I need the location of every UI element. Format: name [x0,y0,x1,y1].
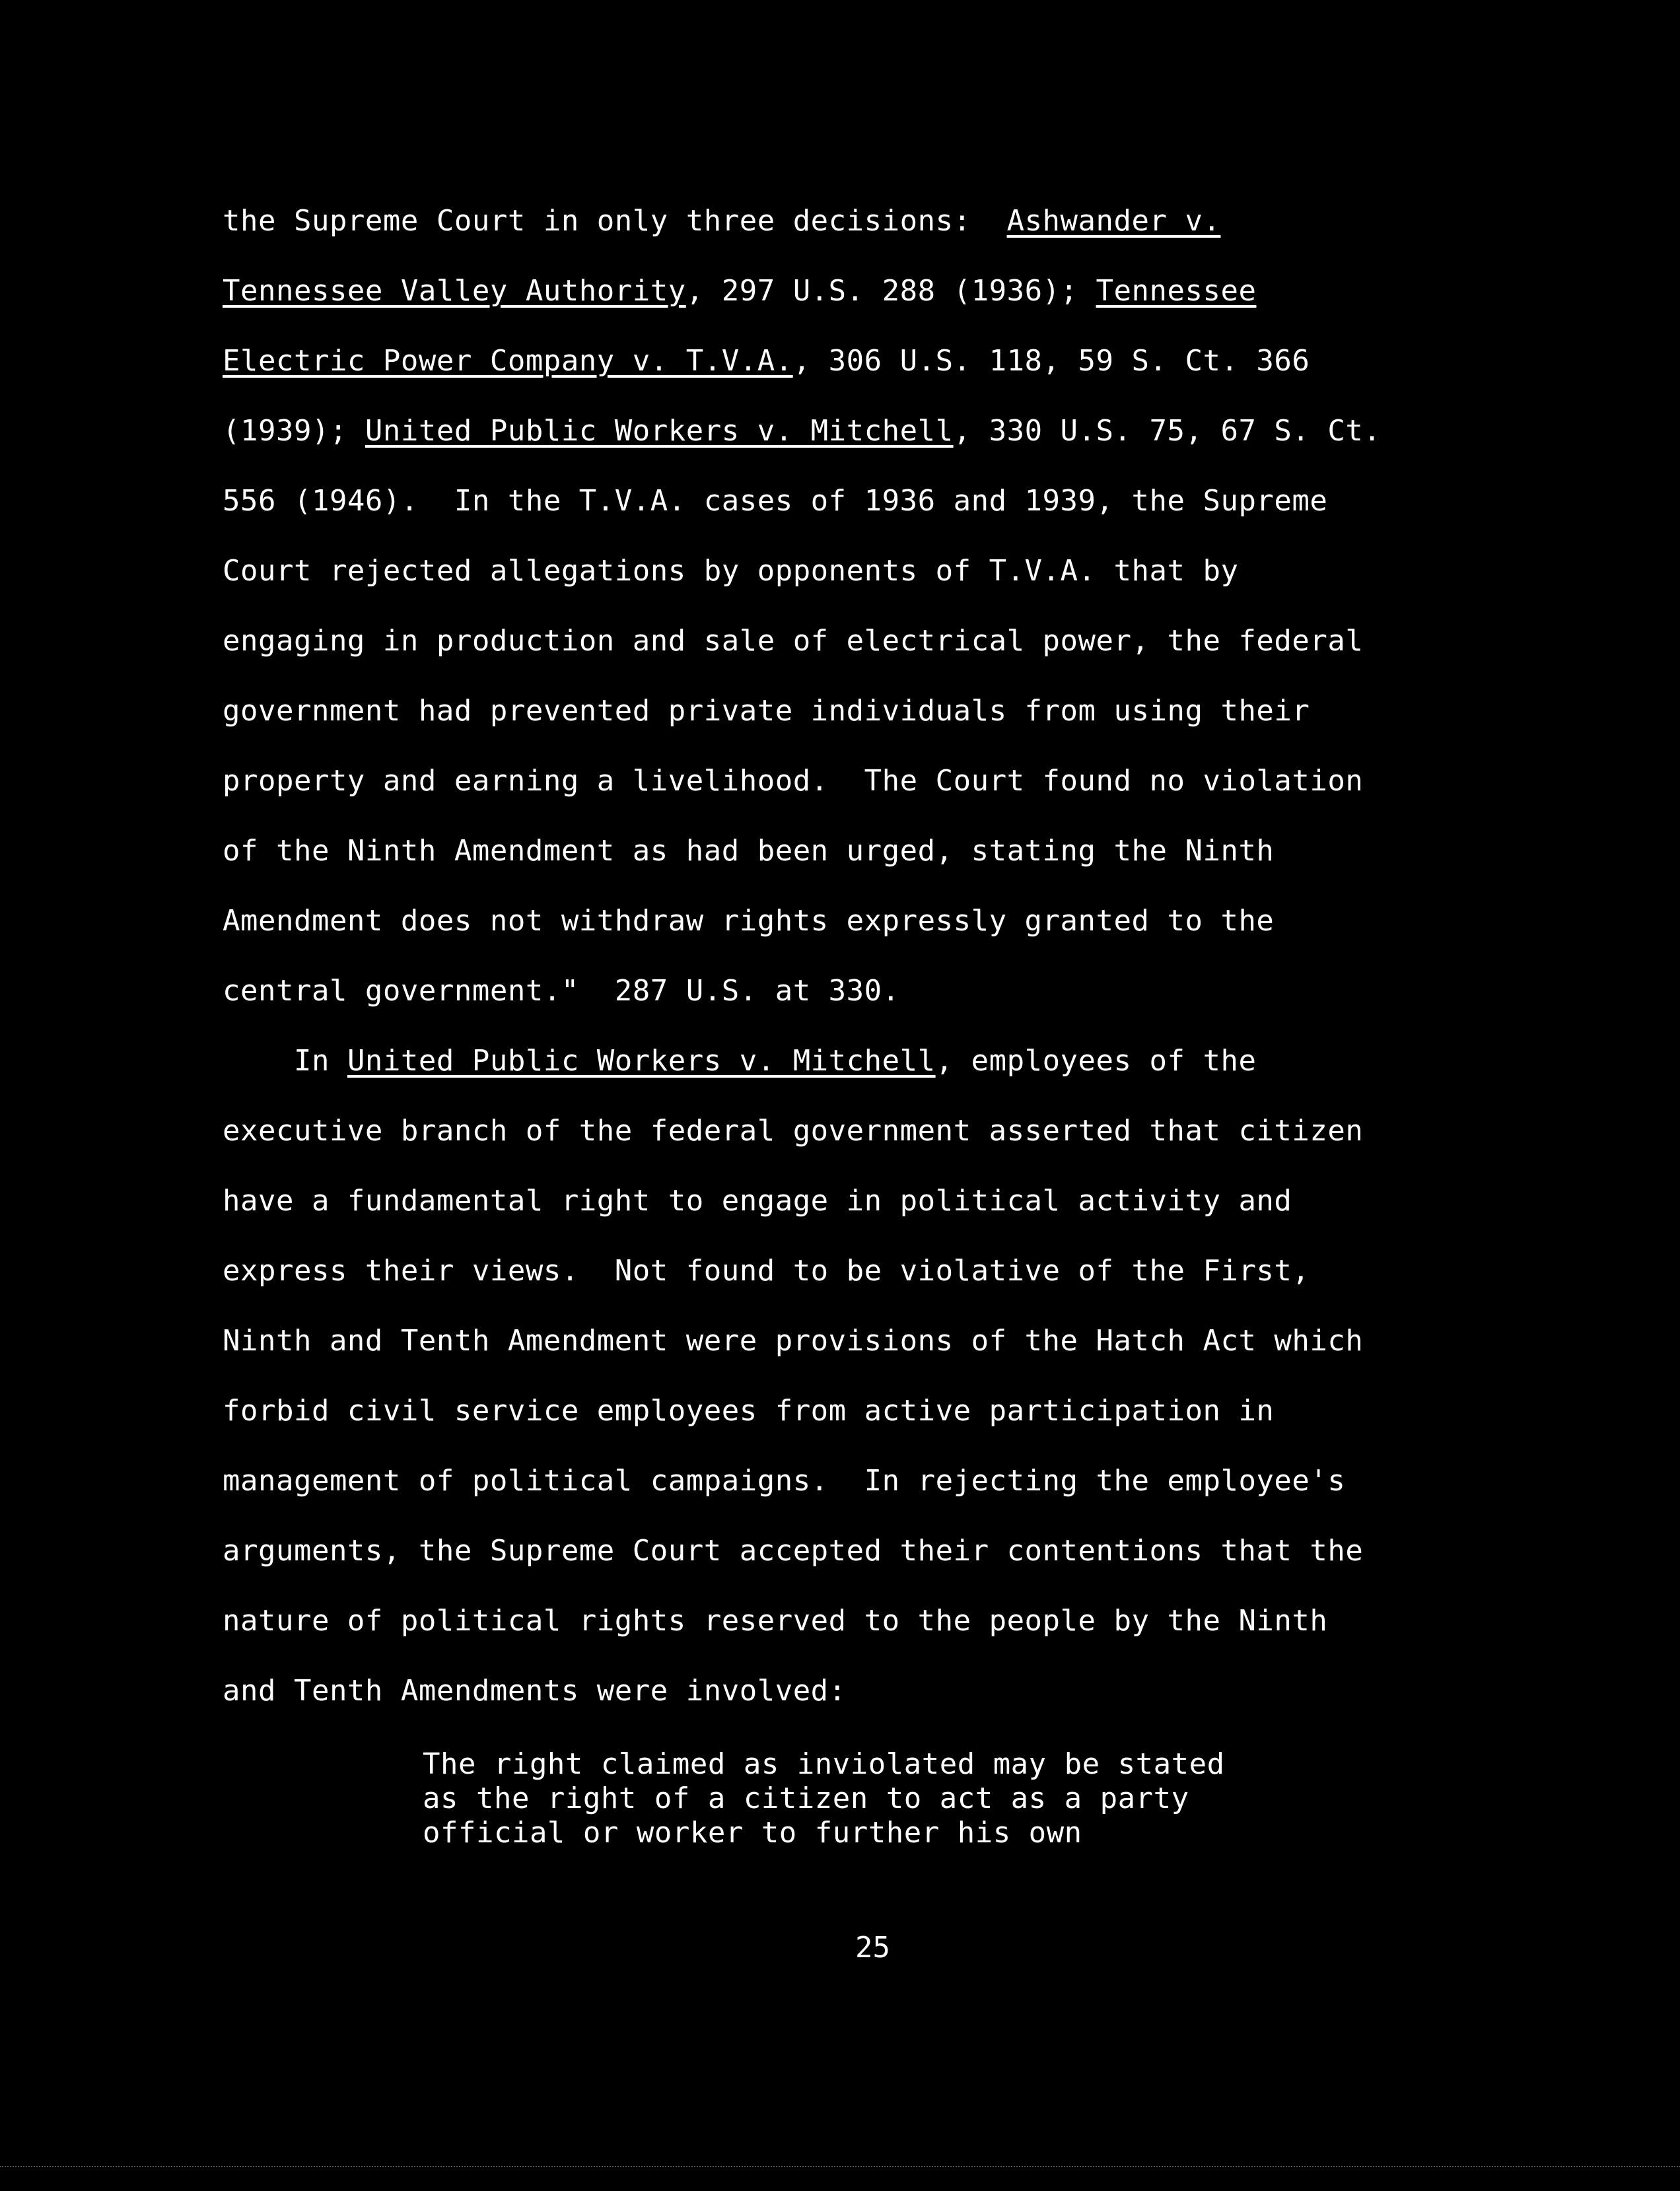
case-citation-mitchell: United Public Workers v. Mitchell [365,414,954,448]
body-line: Court rejected allegations by opponents of T.V.A. that by [223,554,1239,588]
body-line: property and earning a livelihood. The Court found no violation [223,764,1364,798]
body-line: Amendment does not withdraw rights expressly granted to the [223,904,1275,938]
body-line: engaging in production and sale of electrical power, the federal [223,624,1364,658]
block-quote-line: The right claimed as inviolated may be stated [423,1747,1225,1781]
body-line: of the Ninth Amendment as had been urged, stating the Ninth [223,834,1275,868]
body-line: central government." 287 U.S. at 330. [223,974,900,1008]
body-line: (1939); United Public Workers v. Mitchell, 330 U.S. 75, 67 S. Ct. [223,414,1382,448]
block-quote-line: official or worker to further his own [423,1816,1082,1850]
body-line: and Tenth Amendments were involved: [223,1674,847,1708]
body-line: Ninth and Tenth Amendment were provisions of the Hatch Act which [223,1324,1364,1358]
block-quote-line: as the right of a citizen to act as a party [423,1782,1189,1815]
case-citation-electric-power: Electric Power Company v. T.V.A. [223,344,793,378]
body-line: In United Public Workers v. Mitchell, employees of the [223,1044,1257,1078]
body-line: management of political campaigns. In rejecting the employee's [223,1464,1346,1498]
body-line: express their views. Not found to be violative of the First, [223,1254,1310,1288]
page-number: 25 [855,1931,890,1965]
case-citation-tennessee-electric: Tennessee [1096,274,1257,308]
body-line: arguments, the Supreme Court accepted their contentions that the [223,1534,1364,1568]
body-line: 556 (1946). In the T.V.A. cases of 1936 and 1939, the Supreme [223,484,1328,518]
body-line: Tennessee Valley Authority, 297 U.S. 288 (1936); Tennessee [223,274,1257,308]
body-line: Electric Power Company v. T.V.A., 306 U.S. 118, 59 S. Ct. 366 [223,344,1310,378]
body-line: forbid civil service employees from active participation in [223,1394,1275,1428]
case-citation-tva-authority: Tennessee Valley Authority [223,274,686,308]
scan-edge-divider [0,2166,1680,2167]
body-line: executive branch of the federal government asserted that citizen [223,1114,1364,1148]
case-citation-mitchell: United Public Workers v. Mitchell [347,1044,936,1078]
body-line: the Supreme Court in only three decisions: Ashwander v. [223,204,1221,238]
body-line: have a fundamental right to engage in political activity and [223,1184,1292,1218]
body-line: government had prevented private individuals from using their [223,694,1310,728]
case-citation-ashwander: Ashwander v. [1006,204,1221,238]
body-line: nature of political rights reserved to the people by the Ninth [223,1604,1328,1638]
